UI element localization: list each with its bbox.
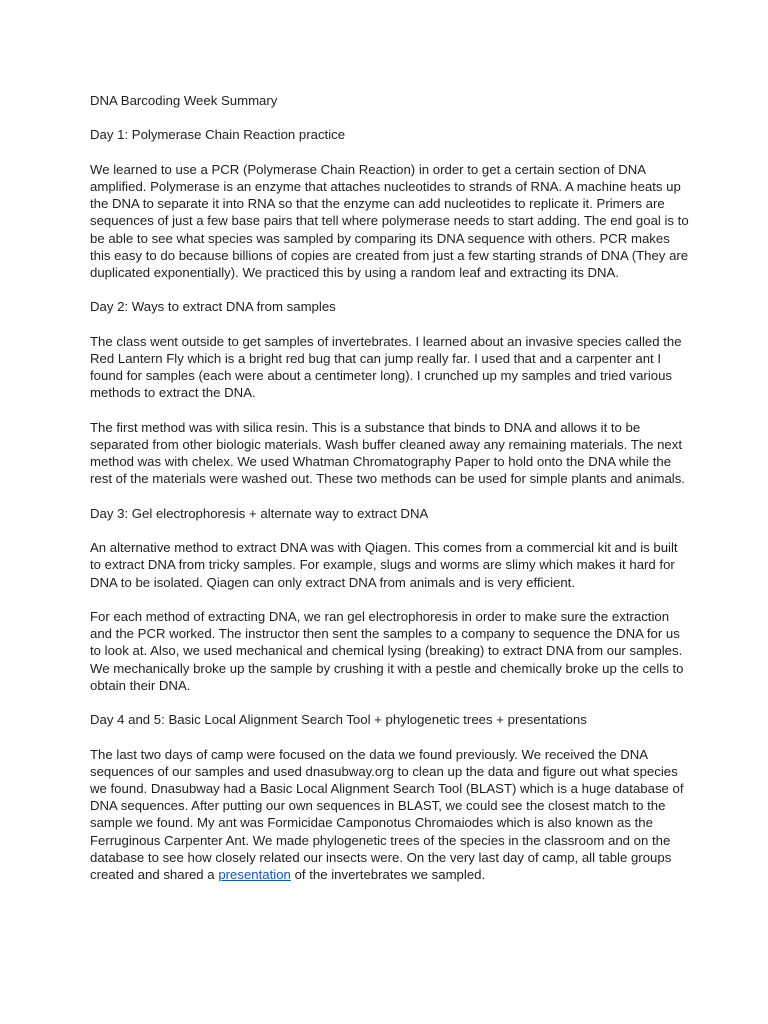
paragraph-day-4-5-blast xyxy=(90,746,690,884)
section-heading-day-2: Day 2: Ways to extract DNA from samples xyxy=(90,299,336,315)
paragraph-day-2-samples: The class went outside to get samples of invertebrates. I learned about an invasive species called the Red Lantern Fly which is a bright red bug that can jump really far. I used that and a carpenter ant I found for samples (each were about a centimeter long). I crunched up my samples and tried various methods to extract the DNA. xyxy=(90,333,682,401)
presentation-link[interactable]: presentation xyxy=(218,866,291,882)
paragraph-day-1-pcr: We learned to use a PCR (Polymerase Chain Reaction) in order to get a certain section of DNA amplified. Polymerase is an enzyme that attaches nucleotides to strands of RNA. A machine heats up the DNA to separate it into RNA so that the enzyme can add nucleotides to replicate it. Primers are sequences of just a few base pairs that tell where polymerase needs to start adding. The end goal is to be able to see what species was sampled by comparing its DNA sequence with others. PCR makes this easy to do because billions of copies are created from just a few starting strands of DNA (They are duplicated exponentially). We practiced this by using a random leaf and extracting its DNA. xyxy=(90,161,689,280)
section-heading-day-1: Day 1: Polymerase Chain Reaction practice xyxy=(90,127,346,143)
paragraph-day-3-qiagen: An alternative method to extract DNA was with Qiagen. This comes from a commercial kit and is built to extract DNA from tricky samples. For example, slugs and worms are slimy which makes it hard for DNA to be isolated. Qiagen can only extract DNA from animals and is very efficient. xyxy=(90,540,678,590)
document-title: DNA Barcoding Week Summary xyxy=(90,93,278,108)
section-heading-day-3: Day 3: Gel electrophoresis + alternate way to extract DNA xyxy=(90,505,429,521)
section-heading-day-4-5: Day 4 and 5: Basic Local Alignment Search Tool + phylogenetic trees + presentations xyxy=(90,712,587,728)
paragraph-text-after-link: of the invertebrates we sampled. xyxy=(290,866,486,882)
document-body xyxy=(90,92,690,900)
paragraph-day-2-methods: The first method was with silica resin. This is a substance that binds to DNA and allows it to be separated from other biologic materials. Wash buffer cleaned away any remaining materials. The next method was with chelex. We used Whatman Chromatography Paper to hold onto the DNA while the rest of the materials were washed out. These two methods can be used for simple plants and animals. xyxy=(90,419,685,487)
paragraph-day-3-electrophoresis: For each method of extracting DNA, we ran gel electrophoresis in order to make sure the extraction and the PCR worked. The instructor then sent the samples to a company to sequence the DNA for us to look at. Also, we used mechanical and chemical lysing (breaking) to extract DNA from our samples. We mechanically broke up the sample by crushing it with a pestle and chemically broke up the cells to obtain their DNA. xyxy=(90,608,684,693)
paragraph-text-before-link: The last two days of camp were focused on the data we found previously. We received the DNA sequences of our samples and used dnasubway.org to clean up the data and figure out what species we found. Dnasubway had a Basic Local Alignment Search Tool (BLAST) which is a huge database of DNA sequences. After putting our own sequences in BLAST, we could see the closest match to the sample we found. My ant was Formicidae Camponotus Chromaiodes which is also known as the Ferruginous Carpenter Ant. We made phylogenetic trees of the species in the classroom and on the database to see how closely related our insects were. On the very last day of camp, all table groups created and shared a xyxy=(90,746,684,882)
